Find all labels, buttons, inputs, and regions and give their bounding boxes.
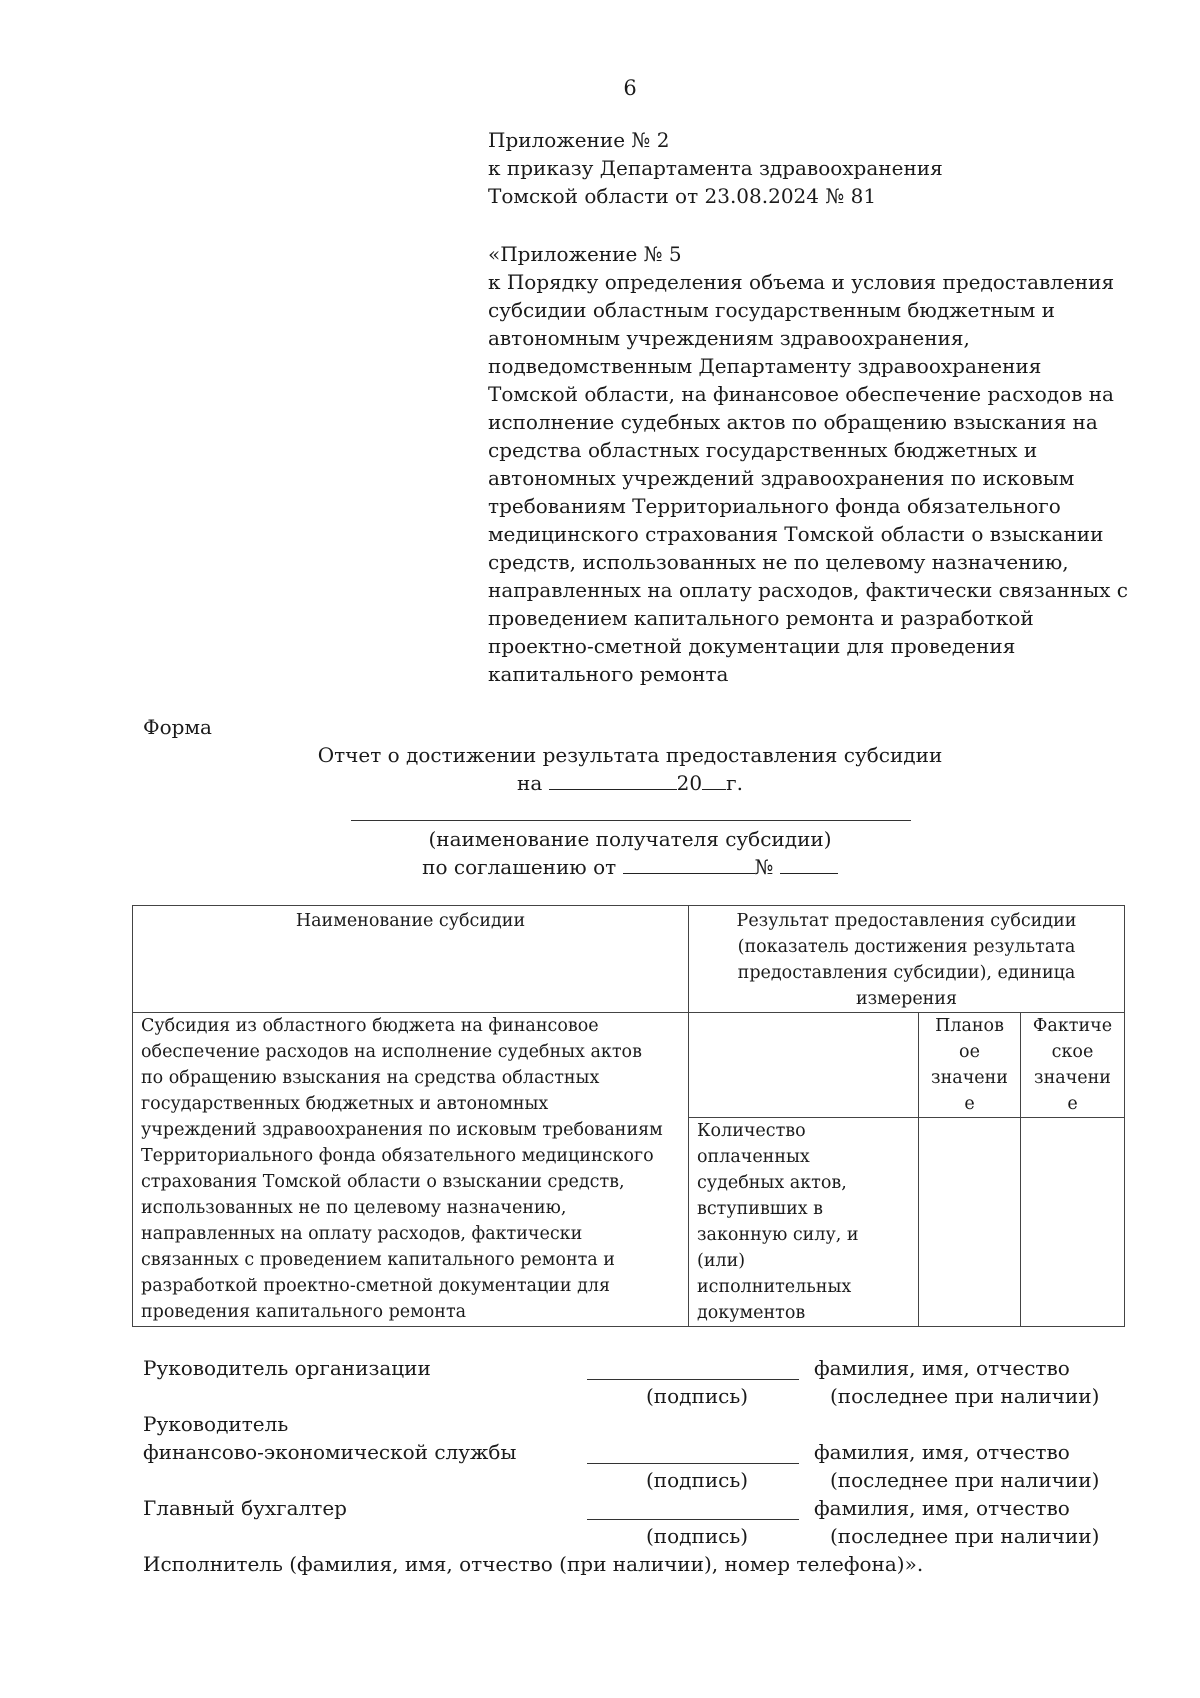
indicator-line: Количество — [697, 1121, 806, 1141]
quoted-appendix-line: медицинского страхования Томской области о взыскании — [488, 522, 1104, 546]
indicator-line: (или) — [697, 1251, 746, 1271]
appendix-header-line: Приложение № 2 — [488, 128, 670, 152]
actual-header-line: Фактиче — [1032, 1016, 1113, 1036]
quoted-appendix-line: Томской области, на финансовое обеспечение расходов на — [488, 382, 1114, 406]
quoted-appendix-line: автономных учреждений здравоохранения по исковым — [488, 466, 1075, 490]
name-caption-accountant: (последнее при наличии) — [830, 1524, 1100, 1548]
agreement-date-blank[interactable] — [623, 853, 755, 874]
subsidy-name-cell — [133, 1013, 689, 1327]
indicator-line: судебных актов, — [697, 1173, 847, 1193]
subsidy-name-line: обеспечение расходов на исполнение судебных актов — [141, 1042, 642, 1062]
signature-caption-accountant: (подпись) — [646, 1524, 749, 1548]
header-actual-value — [1021, 1013, 1125, 1118]
signer-accountant-label: Главный бухгалтер — [143, 1496, 347, 1520]
header-subsidy-name: Наименование субсидии — [133, 906, 689, 1013]
recipient-name-line[interactable] — [351, 820, 911, 821]
signer-finance-label-line1: Руководитель — [143, 1412, 289, 1436]
actual-header-line: е — [1067, 1094, 1078, 1114]
subsidy-name-line: проведения капитального ремонта — [141, 1302, 467, 1322]
quoted-appendix-line: «Приложение № 5 — [488, 242, 682, 266]
agreement-number-sign: № — [754, 855, 774, 879]
quoted-appendix-line: автономным учреждениям здравоохранения, — [488, 326, 970, 350]
quoted-appendix-line: подведомственным Департаменту здравоохранения — [488, 354, 1042, 378]
subsidy-name-line: связанных с проведением капитального ремонта и — [141, 1250, 615, 1270]
name-label-accountant: фамилия, имя, отчество — [814, 1496, 1070, 1520]
subsidy-name-line: по обращению взыскания на средства областных — [141, 1068, 600, 1088]
page-number: 6 — [623, 76, 637, 100]
actual-header-line: значени — [1034, 1068, 1111, 1088]
signature-caption-head: (подпись) — [646, 1384, 749, 1408]
quoted-appendix-line: проектно-сметной документации для проведения — [488, 634, 1016, 658]
appendix-header — [488, 126, 943, 210]
subsidy-name-line: направленных на оплату расходов, фактически — [141, 1224, 583, 1244]
name-label-finance: фамилия, имя, отчество — [814, 1440, 1070, 1464]
date-suffix: г. — [726, 771, 743, 795]
indicator-line: исполнительных — [697, 1277, 852, 1297]
name-label-head: фамилия, имя, отчество — [814, 1356, 1070, 1380]
subsidy-name-line: Субсидия из областного бюджета на финансовое — [141, 1016, 599, 1036]
signer-finance-label-line2: финансово-экономической службы — [143, 1440, 517, 1464]
quoted-appendix-line: проведением капитального ремонта и разработкой — [488, 606, 1034, 630]
quoted-appendix-line: капитального ремонта — [488, 662, 729, 686]
name-caption-head: (последнее при наличии) — [830, 1384, 1100, 1408]
subsidy-name-line: разработкой проектно-сметной документации для — [141, 1276, 611, 1296]
signature-line-finance[interactable] — [587, 1463, 799, 1464]
agreement-number-blank[interactable] — [780, 853, 838, 874]
subsidy-name-line: использованных не по целевому назначению, — [141, 1198, 567, 1218]
quoted-appendix-line: направленных на оплату расходов, фактически связанных с — [488, 578, 1128, 602]
quoted-appendix-line: субсидии областным государственным бюджетным и — [488, 298, 1055, 322]
subsidy-name-line: страхования Томской области о взыскании средств, — [141, 1172, 625, 1192]
agreement-line — [0, 853, 1200, 881]
date-year: 20 — [676, 771, 703, 795]
subsidy-name-line: учреждений здравоохранения по исковым требованиям — [141, 1120, 663, 1140]
report-table — [132, 905, 1125, 1327]
agreement-prefix: по соглашению от — [422, 855, 617, 879]
header-result: Результат предоставления субсидии (показатель достижения результата предоставления субсидии), единица измерения — [689, 906, 1125, 1013]
subsidy-name-line: Территориального фонда обязательного медицинского — [141, 1146, 654, 1166]
indicator-line: документов — [697, 1303, 806, 1323]
indicator-line: законную силу, и — [697, 1225, 859, 1245]
signer-head-label: Руководитель организации — [143, 1356, 431, 1380]
empty-header-cell — [689, 1013, 919, 1118]
planned-value-cell[interactable] — [919, 1118, 1021, 1327]
planned-header-line: ое — [959, 1042, 980, 1062]
year-blank[interactable] — [702, 769, 726, 790]
quoted-appendix-line: средств, использованных не по целевому назначению, — [488, 550, 1069, 574]
signature-caption-finance: (подпись) — [646, 1468, 749, 1492]
actual-header-line: ское — [1051, 1042, 1094, 1062]
planned-header-line: Планов — [935, 1016, 1004, 1036]
appendix-header-line: к приказу Департамента здравоохранения — [488, 156, 943, 180]
subsidy-name-line: государственных бюджетных и автономных — [141, 1094, 549, 1114]
name-caption-finance: (последнее при наличии) — [830, 1468, 1100, 1492]
form-title: Отчет о достижении результата предоставления субсидии — [317, 743, 943, 767]
report-date-line — [0, 769, 1200, 797]
header-planned-value — [919, 1013, 1021, 1118]
executor-line: Исполнитель (фамилия, имя, отчество (при наличии), номер телефона)». — [143, 1552, 924, 1576]
planned-header-line: е — [964, 1094, 975, 1114]
date-prefix: на — [517, 771, 543, 795]
planned-header-line: значени — [931, 1068, 1008, 1088]
quoted-appendix-line: исполнение судебных актов по обращению взыскания на — [488, 410, 1098, 434]
appendix-header-line: Томской области от 23.08.2024 № 81 — [488, 184, 877, 208]
actual-value-cell[interactable] — [1021, 1118, 1125, 1327]
quoted-appendix — [488, 240, 1128, 688]
quoted-appendix-line: требованиям Территориального фонда обязательного — [488, 494, 1061, 518]
indicator-cell — [689, 1118, 919, 1327]
signature-line-accountant[interactable] — [587, 1519, 799, 1520]
signature-line-head[interactable] — [587, 1379, 799, 1380]
indicator-line: оплаченных — [697, 1147, 810, 1167]
recipient-caption: (наименование получателя субсидии) — [428, 827, 832, 851]
form-label: Форма — [143, 715, 212, 739]
date-blank[interactable] — [549, 769, 677, 790]
indicator-line: вступивших в — [697, 1199, 824, 1219]
quoted-appendix-line: к Порядку определения объема и условия предоставления — [488, 270, 1115, 294]
quoted-appendix-line: средства областных государственных бюджетных и — [488, 438, 1038, 462]
